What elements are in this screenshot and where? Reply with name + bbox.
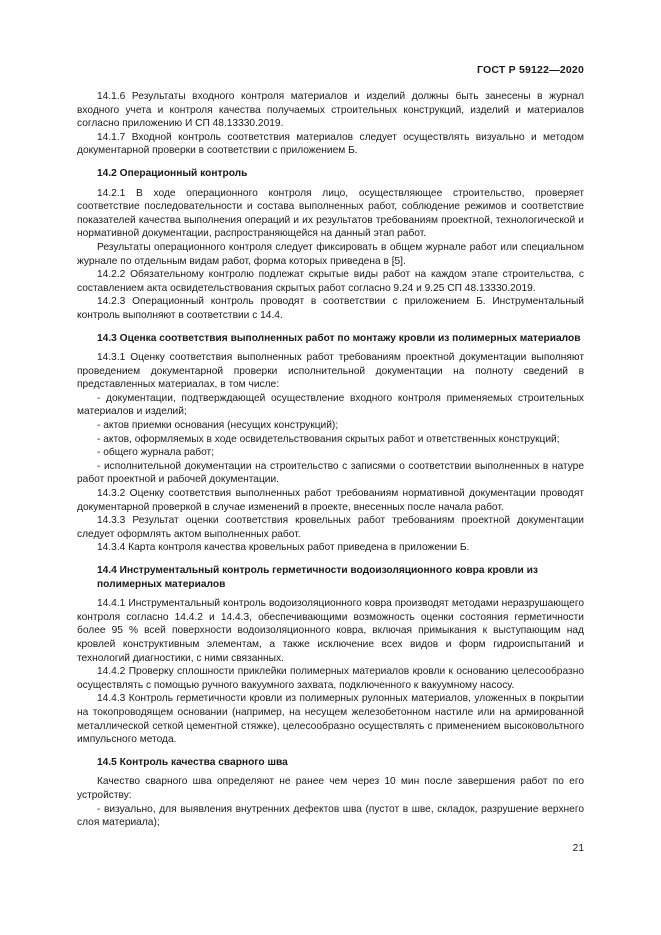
section-heading-14-5: 14.5 Контроль качества сварного шва bbox=[97, 756, 288, 768]
paragraph-14-3-3: 14.3.3 Результат оценки соответствия кровельных работ требованиям проектной документации следует оформлять актом выполненных работ. bbox=[77, 515, 584, 540]
document-body bbox=[77, 90, 584, 830]
list-item: - актов приемки основания (несущих конструкций); bbox=[97, 420, 339, 432]
paragraph-14-2-1: 14.2.1 В ходе операционного контроля лицо, осуществляющее строительство, проверяет соответствие последовательности и состава выполненных работ, соблюдение режимов и соответствие показателей качества выполнения операций и их результатов требованиям проектной, технологической и нормативной документации, распространяющейся на данный этап работ. bbox=[77, 187, 584, 240]
section-heading-14-4: 14.4 Инструментальный контроль герметичности водоизоляционного ковра кровли из полимерных материалов bbox=[97, 565, 538, 590]
paragraph-14-1-7: 14.1.7 Входной контроль соответствия материалов следует осуществлять визуально и методом документарной проверки в соответствии с приложением Б. bbox=[77, 131, 584, 157]
paragraph-results: Результаты операционного контроля следует фиксировать в общем журнале работ или специальном журнале по отдельным видам работ, форма которых приведена в [5]. bbox=[77, 241, 584, 267]
paragraph-14-4-2: 14.4.2 Проверку сплошности приклейки полимерных материалов кровли к основанию целесообразно осуществлять с помощью ручного вакуумного захвата, подключенного к вакуумному насосу. bbox=[77, 666, 584, 691]
paragraph-14-2-2: 14.2.2 Обязательному контролю подлежат скрытые виды работ на каждом этапе строительства, с составлением акта освидетельствования скрытых работ согласно 9.24 и 9.25 СП 48.13330.2019. bbox=[77, 269, 584, 294]
paragraph-14-3-2: 14.3.2 Оценку соответствия выполненных работ требованиям нормативной документации проводят документарной проверкой в случае изменений в проекте, внесенных после начала работ. bbox=[77, 488, 584, 513]
paragraph-14-2-3: 14.2.3 Операционный контроль проводят в соответствии с приложением Б. Инструментальный контроль выполняют в соответствии с 14.4. bbox=[77, 296, 584, 321]
paragraph-14-4-1: 14.4.1 Инструментальный контроль водоизоляционного ковра производят методами неразрушающего контроля согласно 14.4.2 и 14.4.3, обеспечивающими возможность оценки состояния герметичности более 95 % всей поверхности водоизоляционного ковра, включая примыкания к выступающим над кровлей конструктивным элементам, а также исключение всех видов и форм гидроиспытаний и технологий диагностики, с ними связанных. bbox=[77, 598, 584, 664]
paragraph-weld-quality: Качество сварного шва определяют не ранее чем через 10 мин после завершения работ по его устройству: bbox=[77, 776, 584, 801]
list-item: - исполнительной документации на строительство с записями о соответствии выполненных в натуре работ проектной и рабочей документации. bbox=[77, 460, 584, 486]
document-standard-id: ГОСТ Р 59122—2020 bbox=[476, 64, 584, 76]
paragraph-14-4-3: 14.4.3 Контроль герметичности кровли из полимерных рулонных материалов, уложенных в покрытии на токопроводящем основании (например, на несущем железобетонном настиле или на армированной металлической сеткой цементной стяжке), целесообразно осуществлять с применением высоковольтного импульсного метода. bbox=[77, 693, 584, 746]
list-item: - общего журнала работ; bbox=[97, 447, 215, 459]
list-item: - документации, подтверждающей осуществление входного контроля применяемых строительных материалов и изделий; bbox=[77, 392, 584, 418]
page-number: 21 bbox=[572, 843, 584, 854]
section-heading-14-2: 14.2 Операционный контроль bbox=[97, 167, 248, 179]
list-item: - визуально, для выявления внутренних дефектов шва (пустот в шве, складок, разрушение верхнего слоя материала); bbox=[77, 803, 584, 829]
section-heading-14-3: 14.3 Оценка соответствия выполненных работ по монтажу кровли из полимерных материалов bbox=[97, 332, 581, 344]
list-item: - актов, оформляемых в ходе освидетельствования скрытых работ и ответственных конструкций; bbox=[97, 433, 560, 445]
paragraph-14-1-6: 14.1.6 Результаты входного контроля материалов и изделий должны быть занесены в журнал входного учета и контроля качества получаемых строительных конструкций, изделий и материалов согласно приложению И СП 48.13330.2019. bbox=[77, 91, 584, 130]
paragraph-14-3-4: 14.3.4 Карта контроля качества кровельных работ приведена в приложении Б. bbox=[97, 542, 470, 554]
paragraph-14-3-1: 14.3.1 Оценку соответствия выполненных работ требованиям проектной документации выполняют проведением документарной проверки исполнительной документации на полноту сведений в представленных материалах, в том числе: bbox=[77, 352, 584, 391]
